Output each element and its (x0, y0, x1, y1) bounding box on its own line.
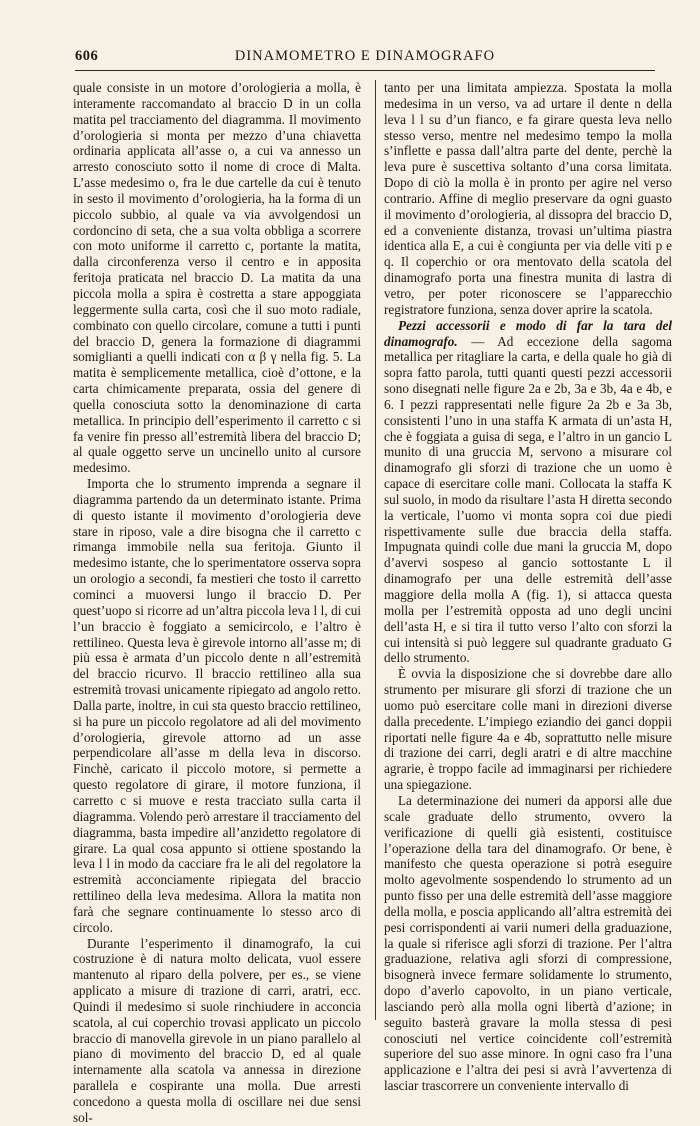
page-number: 606 (75, 48, 99, 64)
right-paragraph-3: È ovvia la disposizione che si dovrebbe dare allo strumento per misurare gli sforzi di trazione che un uomo può esercitare colle mani in direzioni diverse dalla precedente. L’impiego eziandio dei ganci doppii riportati nelle figure 4a e 4b, soprattutto nelle misure di trazione dei carri, degli aratri e di altre macchine agrarie, è troppo facile ad immaginarsi per richiedere una spiegazione. (384, 666, 672, 793)
right-paragraph-2-text: — Ad eccezione della sagoma metallica per ritagliare la carta, e della quale ho già di sopra fatto parola, tutti quanti questi pezzi accessorii sono disegnati nelle figure 2a e 2b, 3a e 3b, 4a e 4b, e 6. I pezzi rappresentati nelle figure 2a 2b e 3a 3b, consistenti l’uno in una staffa K armata di un’asta H, che è foggiata a guisa di sega, e l’altro in un gancio L munito di una gruccia M, servono a misurare col dinamografo gli sforzi di trazione che un uomo è capace di esercitare colle mani. Collocata la staffa K sul suolo, in modo da risultare l’asta H diretta secondo la verticale, l’uomo vi monta sopra coi due piedi rispettivamente sulle due braccia della staffa. Impugnata quindi colle due mani la gruccia M, dopo d’avervi sospeso al gancio sottostante L il dinamografo per una delle estremità dell’asse maggiore della molla A (fig. 1), si attacca questa molla per l’estremità opposta ad uno degli uncini dell’asta H, e si tira il tutto verso l’alto con sforzi la cui intensità si può leggere sul quadrante graduato G dello strumento. (384, 333, 672, 666)
right-paragraph-4: La determinazione dei numeri da apporsi alle due scale graduate dello strumento, ovvero la verificazione di quelli già esistenti, costituisce l’operazione della tara del dinamografo. Or bene, è manifesto che questa operazione si potrà eseguire molto agevolmente sospendendo lo strumento ad un punto fisso per una delle estremità dell’asse maggiore della molla, e poscia applicando all’altra estremità dei pesi corrispondenti ai varii numeri della graduazione, la quale si riferisce agli sforzi di trazione. Per l’altra graduazione, relativa agli sforzi di compressione, bisognerà invece fermare solidamente lo strumento, dopo d’averlo capovolto, in un piano verticale, lasciando però alla molla ogni libertà d’azione; in seguito basterà gravare la molla stessa di pesi conosciuti nel vertice coincidente coll’estremità superiore del suo asse minore. In ogni caso fra l’una applicazione e l’altra dei pesi si avrà l’avvertenza di lasciar trascorrere un conveniente intervallo di (384, 792, 672, 1094)
right-paragraph-1: tanto per una limitata ampiezza. Spostata la molla medesima in un verso, va ad urtare il dente n della leva l l su d’un fianco, e fa girare questa leva nello stesso verso, mentre nel medesimo tempo la molla s’inflette e passa dall’altra parte del dente, perchè la leva pure è suscettiva soltanto d’una corsa limitata. Dopo di ciò la molla è in pronto per agire nel verso contrario. Affine di meglio preservare da ogni guasto il movimento d’orologieria, al dissopra del braccio D, ed a conveniente distanza, trovasi un’ultima piastra identica alla E, a cui è congiunta per via delle viti p e q. Il coperchio or ora mentovato della scatola del dinamografo porta una finestra munita di lastra di vetro, per poter riconoscere se l’apparecchio registratore funziona, senza dover aprire la scatola. (384, 80, 672, 317)
left-column (73, 80, 361, 1125)
left-paragraph-3: Durante l’esperimento il dinamografo, la cui costruzione è di natura molto delicata, vuol essere mantenuto al riparo della polvere, per es., se viene applicato a misure di trazione di carri, aratri, ecc. Quindi il medesimo si suole rinchiudere in acconcia scatola, al cui coperchio trovasi applicato un piccolo braccio di manovella girevole in un piano parallelo al piano di movimento del braccio D, ed al quale internamente alla scatola va annessa in direzione parallela e cospirante una molla. Due arresti concedono a questa molla di oscillare nei due sensi sol- (73, 935, 361, 1125)
page-header (75, 48, 655, 71)
section-heading: Pezzi accessorii e modo di far la tara del dinamografo. (384, 317, 672, 349)
running-title: DINAMOMETRO E DINAMOGRAFO (234, 48, 496, 64)
column-divider (375, 80, 376, 1020)
left-paragraph-1: quale consiste in un motore d’orologieria a molla, è interamente raccomandato al braccio D in un colla matita pel tracciamento del diagramma. Il movimento d’orologieria si monta per mezzo d’una chiavetta ordinaria applicata all’asse o, a cui va annesso un arresto conosciuto sotto il nome di croce di Malta. L’asse medesimo o, fra le due cartelle da cui è tenuto in sesto il movimento d’orologieria, ha la forma di un piccolo subbio, al quale va via avvolgendosi un cordoncino di seta, che a sua volta obbliga a scorrere con moto uniforme il carretto c, portante la matita, dalla circonferenza verso il centro e in apposita feritoja praticata nel braccio D. La matita da una piccola molla a spira è costretta a stare appoggiata leggermente sulla carta, così che il suo moto radiale, combinato con quello circolare, comune a tutti i punti del braccio D, genera la formazione di diagrammi somiglianti a quelli indicati con α β γ nella fig. 5. La matita è semplicemente metallica, cioè d’ottone, e la carta chimicamente preparata, ossia del genere di quella conosciuta sotto la denominazione di carta metallica. In principio dell’esperimento il carretto c si fa venire fin presso all’estremità libera del braccio D; al quale oggetto serve un uncinello unito al cursore medesimo. (73, 80, 361, 476)
right-column (384, 80, 672, 1094)
left-paragraph-2: Importa che lo strumento imprenda a segnare il diagramma partendo da un determinato istante. Prima di questo istante il movimento d’orologieria deve stare in riposo, vale a dire bisogna che il carretto c rimanga immobile nella sua feritoja. Giunto il medesimo istante, che lo sperimentatore osserva sopra un orologio a secondi, fa mestieri che tosto il carretto cominci a muoversi lungo il braccio D. Per quest’uopo si ricorre ad un’altra piccola leva l l, di cui l’un braccio è foggiato a semicircolo, e l’altro è rettilineo. Questa leva è girevole intorno all’asse m; di più essa è armata d’un piccolo dente n all’estremità del braccio ricurvo. Il braccio rettilineo alla sua estremità trovasi unicamente ripiegato ad angolo retto. Dalla parte, inoltre, in cui sta questo braccio rettilineo, si ha pure un piccolo regolatore ad ali del movimento d’orologieria, girevole attorno ad un asse perpendicolare all’asse m della leva in discorso. Finchè, caricato il piccolo motore, si permette a questo regolatore di girare, il motore funziona, il carretto c si muove e resta tracciato sulla carta il diagramma. Volendo però arrestare il tracciamento del diagramma, basta impedire all’anzidetto regolatore di girare. La qual cosa appunto si ottiene spostando la leva l l in modo da cacciare fra le ali del regolatore la estremità acconciamente ripiegata del braccio rettilineo della leva medesima. Allora la matita non farà che segnare continuamente lo stesso arco di circolo. (73, 476, 361, 935)
right-paragraph-2 (384, 318, 672, 667)
